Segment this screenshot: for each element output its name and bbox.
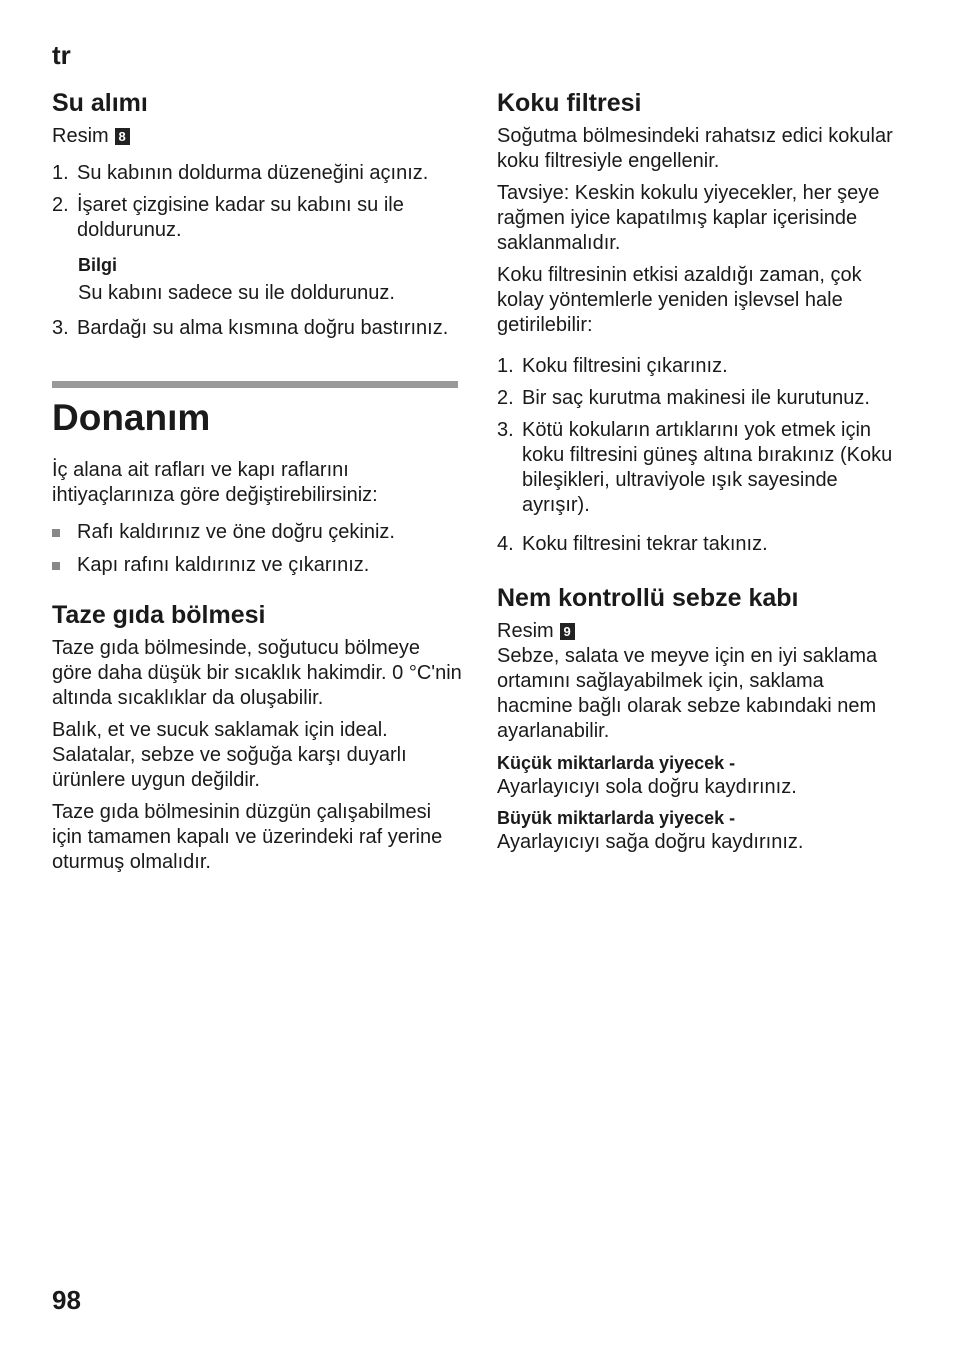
nem-paragraph: Sebze, salata ve meyve için en iyi saklama ortamını sağlayabilmek için, saklama hacmine bağlı olarak sebze kabındaki nem ayarlanabilir. <box>497 645 878 742</box>
step-item <box>52 161 462 186</box>
donanim-heading: Donanım <box>52 397 211 438</box>
step-text: Bardağı su alma kısmına doğru bastırınız. <box>77 317 449 339</box>
step-item <box>497 532 902 557</box>
figure-reference <box>497 619 902 644</box>
donanim-bullets <box>52 520 462 578</box>
taze-paragraph: Taze gıda bölmesinin düzgün çalışabilmesi için tamamen kapalı ve üzerindeki raf yerine oturmuş olmalıdır. <box>52 801 443 873</box>
bullet-text: Kapı rafını kaldırınız ve çıkarınız. <box>77 554 370 576</box>
right-column <box>497 88 902 861</box>
taze-heading: Taze gıda bölmesi <box>52 601 266 629</box>
step-item <box>497 354 902 379</box>
step-number: 1. <box>497 355 514 377</box>
step-number: 3. <box>52 317 69 339</box>
taze-paragraph: Balık, et ve sucuk saklamak için ideal. Salatalar, sebze ve soğuğa karşı duyarlı ürünlere uygun değildir. <box>52 719 407 791</box>
figure-number-badge: 8 <box>115 128 130 145</box>
figure-number-badge: 9 <box>560 623 575 640</box>
step-item <box>497 418 902 518</box>
section-divider <box>52 381 458 388</box>
page-number: 98 <box>52 1285 81 1315</box>
su-alimi-heading: Su alımı <box>52 89 148 117</box>
large-quantity-title: Büyük miktarlarda yiyecek - <box>497 808 736 828</box>
bullet-text: Rafı kaldırınız ve öne doğru çekiniz. <box>77 521 395 543</box>
figure-label: Resim <box>52 125 109 147</box>
su-alimi-steps <box>52 161 462 243</box>
bullet-square-icon <box>52 562 60 570</box>
koku-paragraph: Tavsiye: Keskin kokulu yiyecekler, her şeye rağmen iyice kapatılmış kaplar içerisinde saklanmalıdır. <box>497 182 880 254</box>
step-number: 3. <box>497 419 514 441</box>
figure-reference <box>52 124 462 149</box>
bullet-item <box>52 553 462 578</box>
bullet-square-icon <box>52 529 60 537</box>
su-alimi-steps-continued <box>52 316 462 341</box>
step-text: Koku filtresini çıkarınız. <box>522 355 728 377</box>
nem-heading: Nem kontrollü sebze kabı <box>497 584 799 612</box>
bullet-item <box>52 520 462 545</box>
step-text: Koku filtresini tekrar takınız. <box>522 533 768 555</box>
left-column <box>52 88 462 882</box>
step-item <box>497 386 902 411</box>
step-text: Kötü kokuların artıklarını yok etmek için koku filtresini güneş altına bırakınız (Koku bileşikleri, ultraviyole ışık sayesinde ayrışır). <box>522 419 893 516</box>
step-number: 2. <box>497 387 514 409</box>
koku-paragraph: Koku filtresinin etkisi azaldığı zaman, çok kolay yöntemlerle yeniden işlevsel hale getirilebilir: <box>497 264 862 336</box>
step-text: İşaret çizgisine kadar su kabını su ile doldurunuz. <box>77 194 404 241</box>
taze-paragraph: Taze gıda bölmesinde, soğutucu bölmeye göre daha düşük bir sıcaklık hakimdir. 0 °C'nin altında sıcaklıklar da oluşabilir. <box>52 637 462 709</box>
step-number: 4. <box>497 533 514 555</box>
large-quantity-text: Ayarlayıcıyı sağa doğru kaydırınız. <box>497 831 804 853</box>
step-item <box>52 316 462 341</box>
donanim-intro: İç alana ait rafları ve kapı raflarını ihtiyaçlarınıza göre değiştirebilirsiniz: <box>52 459 378 506</box>
small-quantity-title: Küçük miktarlarda yiyecek - <box>497 753 736 773</box>
step-text: Bir saç kurutma makinesi ile kurutunuz. <box>522 387 870 409</box>
step-number: 2. <box>52 194 69 216</box>
step-text: Su kabının doldurma düzeneğini açınız. <box>77 162 429 184</box>
info-note <box>78 253 462 306</box>
small-quantity-text: Ayarlayıcıyı sola doğru kaydırınız. <box>497 776 797 798</box>
step-number: 1. <box>52 162 69 184</box>
koku-heading: Koku filtresi <box>497 89 642 117</box>
note-title: Bilgi <box>78 255 117 275</box>
koku-paragraph: Soğutma bölmesindeki rahatsız edici kokular koku filtresiyle engellenir. <box>497 125 893 172</box>
koku-steps <box>497 354 902 557</box>
step-item <box>52 193 462 243</box>
figure-label: Resim <box>497 620 554 642</box>
language-tag: tr <box>52 40 71 70</box>
note-text: Su kabını sadece su ile doldurunuz. <box>78 282 395 304</box>
